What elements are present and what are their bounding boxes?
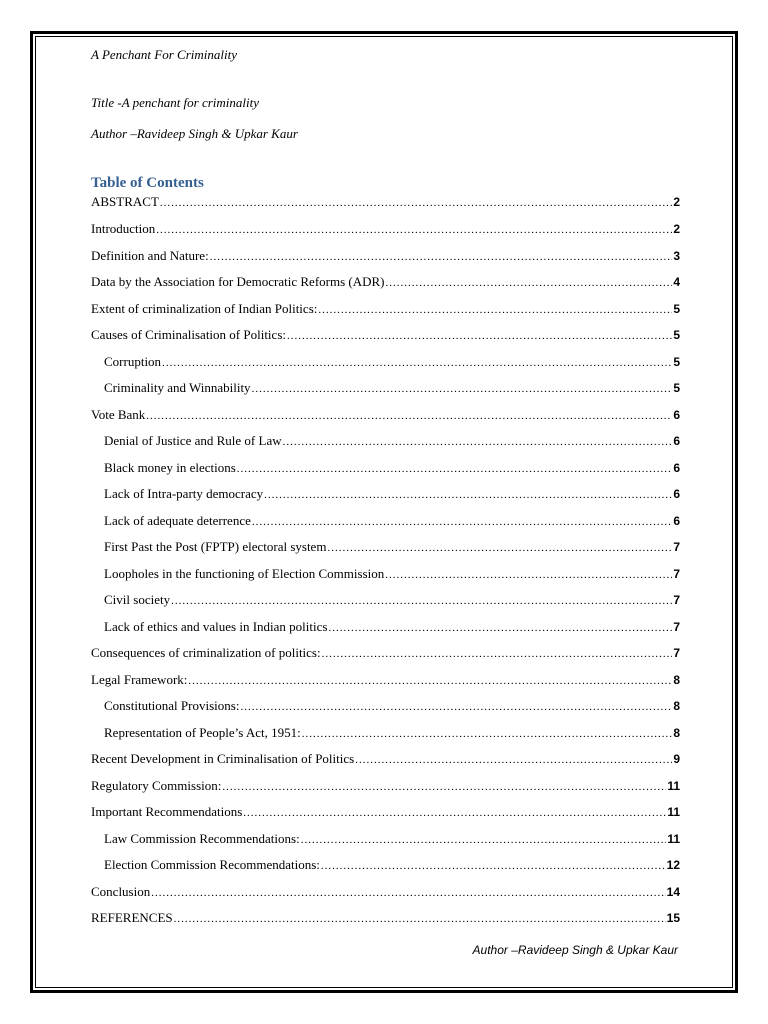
- toc-entry-label[interactable]: REFERENCES: [91, 910, 173, 925]
- toc-entry[interactable]: [91, 591, 680, 618]
- toc-entry-page-number[interactable]: 8: [673, 725, 680, 740]
- toc-entry-page-number[interactable]: 4: [673, 275, 680, 289]
- toc-entry[interactable]: [91, 697, 680, 724]
- toc-entry-page-number[interactable]: 8: [673, 699, 680, 713]
- toc-entry[interactable]: [91, 220, 680, 247]
- toc-entry-page-number[interactable]: 15: [666, 911, 680, 925]
- running-footer: Author –Ravideep Singh & Upkar Kaur: [472, 943, 678, 957]
- toc-entry[interactable]: [91, 565, 680, 592]
- toc-entry-page-number[interactable]: 6: [673, 434, 680, 448]
- toc-entry-page-number[interactable]: 9: [673, 752, 680, 766]
- toc-heading: Table of Contents: [91, 175, 204, 191]
- toc-entry-page-number[interactable]: 11: [667, 831, 680, 846]
- toc-entry-label[interactable]: Recent Development in Criminalisation of Politics: [91, 751, 355, 766]
- toc-dot-leader: [385, 566, 672, 584]
- document-title-line: Title -A penchant for criminality: [91, 95, 260, 110]
- toc-dot-leader: [156, 221, 672, 239]
- toc-entry[interactable]: [91, 193, 680, 220]
- toc-entry-label[interactable]: Lack of Intra-party democracy: [104, 486, 264, 501]
- toc-dot-leader: [327, 539, 672, 557]
- toc-dot-leader: [174, 910, 666, 928]
- toc-entry-page-number[interactable]: 5: [673, 354, 680, 369]
- toc-entry[interactable]: [91, 724, 680, 751]
- toc-entry-label[interactable]: Criminality and Winnability: [104, 380, 251, 395]
- toc-entry-page-number[interactable]: 5: [673, 328, 680, 342]
- toc-entry-label[interactable]: Causes of Criminalisation of Politics:: [91, 327, 286, 342]
- toc-entry[interactable]: [91, 353, 680, 380]
- toc-entry[interactable]: [91, 909, 680, 936]
- toc-entry-page-number[interactable]: 6: [673, 460, 680, 475]
- toc-dot-leader: [151, 884, 665, 902]
- toc-dot-leader: [355, 751, 672, 769]
- toc-entry[interactable]: [91, 671, 680, 698]
- toc-entry[interactable]: [91, 326, 680, 353]
- toc-entry-page-number[interactable]: 11: [667, 778, 680, 793]
- toc-entry-page-number[interactable]: 2: [673, 195, 680, 209]
- toc-entry-page-number[interactable]: 14: [666, 884, 680, 899]
- toc-entry-page-number[interactable]: 7: [673, 619, 680, 634]
- toc-entry-page-number[interactable]: 7: [673, 540, 680, 554]
- toc-dot-leader: [386, 274, 673, 292]
- toc-entry[interactable]: [91, 830, 680, 857]
- toc-dot-leader: [210, 248, 673, 266]
- toc-entry[interactable]: [91, 538, 680, 565]
- toc-dot-leader: [328, 619, 672, 637]
- toc-dot-leader: [146, 407, 672, 425]
- toc-entry[interactable]: [91, 856, 680, 883]
- toc-entry-label[interactable]: Loopholes in the functioning of Election Commission: [104, 565, 385, 581]
- toc-entry-page-number[interactable]: 6: [673, 487, 680, 501]
- toc-entry-page-number[interactable]: 5: [673, 301, 680, 316]
- toc-entry[interactable]: [91, 247, 680, 274]
- toc-entry[interactable]: [91, 644, 680, 671]
- toc-dot-leader: [252, 513, 672, 531]
- toc-entry-label[interactable]: Constitutional Provisions:: [104, 698, 240, 713]
- toc-entry-label[interactable]: Vote Bank: [91, 406, 146, 422]
- toc-dot-leader: [264, 486, 672, 504]
- toc-entry-page-number[interactable]: 2: [673, 222, 680, 236]
- toc-dot-leader: [240, 698, 672, 716]
- toc-dot-leader: [243, 804, 666, 822]
- toc-entry-label[interactable]: Conclusion: [91, 883, 151, 899]
- toc-entry-label[interactable]: First Past the Post (FPTP) electoral system: [104, 539, 327, 554]
- toc-dot-leader: [287, 327, 672, 345]
- toc-entry[interactable]: [91, 512, 680, 539]
- toc-entry-page-number[interactable]: 11: [667, 805, 680, 819]
- toc-entry[interactable]: [91, 273, 680, 300]
- toc-entry-page-number[interactable]: 6: [673, 407, 680, 422]
- toc-entry-page-number[interactable]: 8: [673, 672, 680, 687]
- toc-entry-label[interactable]: ABSTRACT: [91, 194, 159, 209]
- toc-dot-leader: [318, 301, 672, 319]
- toc-entry-label[interactable]: Consequences of criminalization of politics:: [91, 645, 321, 660]
- toc-entry-page-number[interactable]: 12: [666, 858, 680, 872]
- running-header: A Penchant For Criminality: [91, 47, 237, 62]
- toc-entry-page-number[interactable]: 5: [673, 381, 680, 395]
- toc-entry-page-number[interactable]: 7: [673, 646, 680, 660]
- toc-entry[interactable]: [91, 379, 680, 406]
- toc-dot-leader: [301, 831, 667, 849]
- table-of-contents: [91, 193, 680, 936]
- toc-entry-page-number[interactable]: 7: [673, 566, 680, 581]
- toc-entry-label[interactable]: Corruption: [104, 353, 162, 369]
- toc-entry[interactable]: [91, 300, 680, 327]
- toc-dot-leader: [321, 857, 666, 875]
- toc-entry[interactable]: [91, 777, 680, 804]
- toc-entry-label[interactable]: Definition and Nature:: [91, 247, 209, 263]
- toc-dot-leader: [171, 592, 672, 610]
- toc-entry[interactable]: [91, 406, 680, 433]
- toc-dot-leader: [188, 672, 672, 690]
- toc-dot-leader: [322, 645, 673, 663]
- toc-entry[interactable]: [91, 750, 680, 777]
- toc-entry-page-number[interactable]: 3: [673, 248, 680, 263]
- toc-dot-leader: [302, 725, 673, 743]
- toc-dot-leader: [283, 433, 673, 451]
- toc-entry-page-number[interactable]: 6: [673, 513, 680, 528]
- toc-entry-label[interactable]: Introduction: [91, 221, 156, 236]
- toc-entry-label[interactable]: Lack of ethics and values in Indian politics: [104, 618, 328, 634]
- toc-entry-label[interactable]: Election Commission Recommendations:: [104, 857, 320, 872]
- toc-entry-label[interactable]: Representation of People’s Act, 1951:: [104, 724, 301, 740]
- toc-dot-leader: [162, 354, 672, 372]
- toc-dot-leader: [160, 194, 672, 212]
- toc-entry-label[interactable]: Important Recommendations: [91, 804, 243, 819]
- toc-entry-label[interactable]: Law Commission Recommendations:: [104, 830, 300, 846]
- toc-dot-leader: [252, 380, 673, 398]
- toc-entry-label[interactable]: Data by the Association for Democratic Reforms (ADR): [91, 274, 385, 289]
- toc-entry[interactable]: [91, 618, 680, 645]
- toc-entry-label[interactable]: Lack of adequate deterrence: [104, 512, 251, 528]
- document-author-line: Author –Ravideep Singh & Upkar Kaur: [91, 126, 298, 141]
- toc-entry[interactable]: [91, 883, 680, 910]
- toc-entry-page-number[interactable]: 7: [673, 593, 680, 607]
- toc-entry-label[interactable]: Extent of criminalization of Indian Politics:: [91, 300, 318, 316]
- toc-dot-leader: [222, 778, 666, 796]
- toc-entry[interactable]: [91, 485, 680, 512]
- toc-entry[interactable]: [91, 459, 680, 486]
- toc-entry[interactable]: [91, 803, 680, 830]
- toc-entry-label[interactable]: Civil society: [104, 592, 171, 607]
- toc-entry-label[interactable]: Black money in elections: [104, 459, 236, 475]
- toc-entry-label[interactable]: Denial of Justice and Rule of Law: [104, 433, 282, 448]
- toc-dot-leader: [237, 460, 673, 478]
- toc-entry-label[interactable]: Regulatory Commission:: [91, 777, 222, 793]
- toc-entry-label[interactable]: Legal Framework:: [91, 671, 188, 687]
- toc-entry[interactable]: [91, 432, 680, 459]
